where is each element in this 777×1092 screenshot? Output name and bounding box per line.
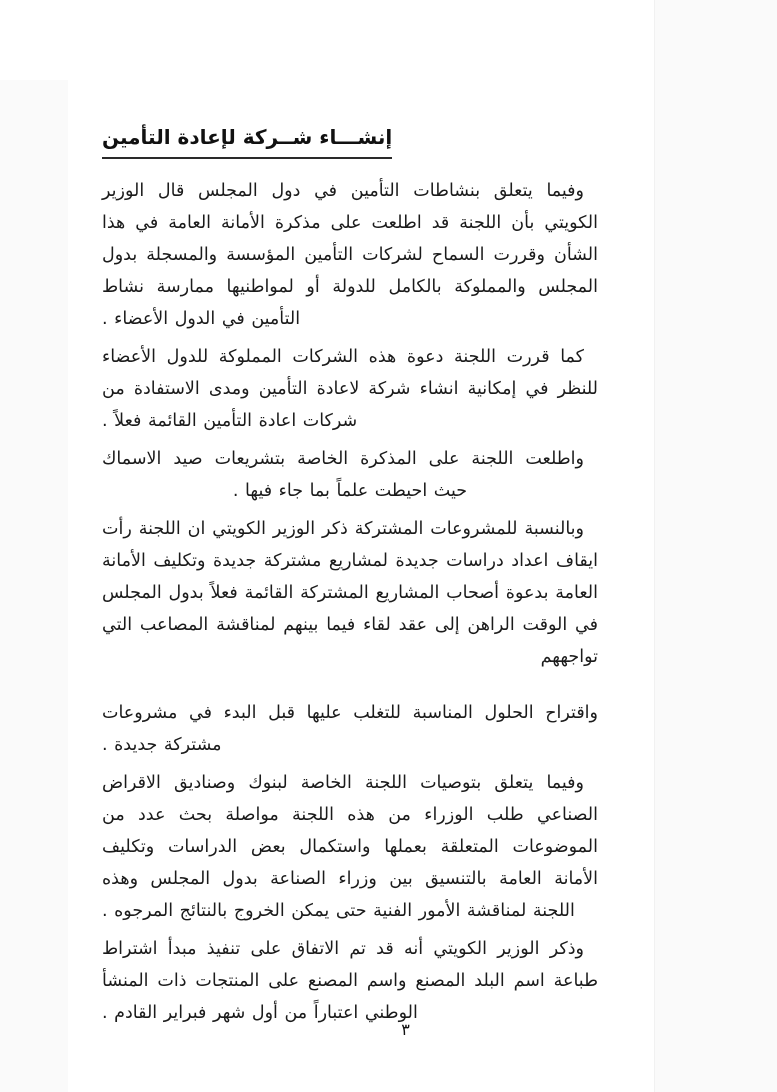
- body-paragraph-industrial-lending: وفيما يتعلق بتوصيات اللجنة الخاصة لبنوك وصناديق الاقراض الصناعي طلب الوزراء من هذه اللجنة مواصلة بحث عدد من الموضوعات المتعلقة بعملها واستكمال بعض الدراسات وتكليف الأمانة العامة بالتنسيق بين وزراء الصناعة بدول المجلس وهذه اللجنة لمناقشة الأمور الفنية حتى يمكن الخروج بالنتائج المرجوه .: [102, 773, 598, 921]
- body-paragraph-country-of-origin: وذكر الوزير الكويتي أنه قد تم الاتفاق على تنفيذ مبدأ اشتراط طباعة اسم البلد المصنع واسم المصنع على المنتجات ذات المنشأ الوطني اعتباراً من أول شهر فبراير القادم .: [102, 939, 598, 1023]
- body-paragraph-joint-projects: وبالنسبة للمشروعات المشتركة ذكر الوزير الكويتي ان اللجنة رأت ايقاف اعداد دراسات جديدة لمشاريع مشتركة جديدة وتكليف الأمانة العامة بدعوة أصحاب المشاريع المشتركة القائمة فعلاً بدول المجلس في الوقت الراهن إلى عقد لقاء فيما بينهم لمناقشة المصاعب التي تواجههم: [102, 519, 598, 667]
- body-paragraph-reinsurance-company: كما قررت اللجنة دعوة هذه الشركات المملوكة للدول الأعضاء للنظر في إمكانية انشاء شركة لاعادة التأمين ومدى الاستفادة من شركات اعادة التأمين القائمة فعلاً .: [102, 347, 598, 431]
- scan-edge-right-shading: [654, 0, 777, 1092]
- scan-edge-left-shading: [0, 80, 68, 1092]
- title-row: [102, 124, 598, 159]
- body-text: [102, 175, 598, 1029]
- page-number: ٣: [401, 1020, 410, 1039]
- scanned-page: [102, 124, 598, 1035]
- page-title: إنشـــاء شــركة لإعادة التأمين: [102, 124, 392, 159]
- body-paragraph-insurance-activities: وفيما يتعلق بنشاطات التأمين في دول المجلس قال الوزير الكويتي بأن اللجنة قد اطلعت على مذكرة الأمانة العامة في هذا الشأن وقررت السماح لشركات التأمين المؤسسة والمسجلة بدول المجلس والمملوكة بالكامل للدولة أو لمواطنيها ممارسة نشاط التأمين في الدول الأعضاء .: [102, 181, 598, 329]
- body-paragraph-fishing-legislation: واطلعت اللجنة على المذكرة الخاصة بتشريعات صيد الاسماك حيث احيطت علماً بما جاء فيها .: [102, 449, 584, 501]
- body-paragraph-joint-projects-continued: واقتراح الحلول المناسبة للتغلب عليها قبل البدء في مشروعات مشتركة جديدة .: [102, 703, 598, 755]
